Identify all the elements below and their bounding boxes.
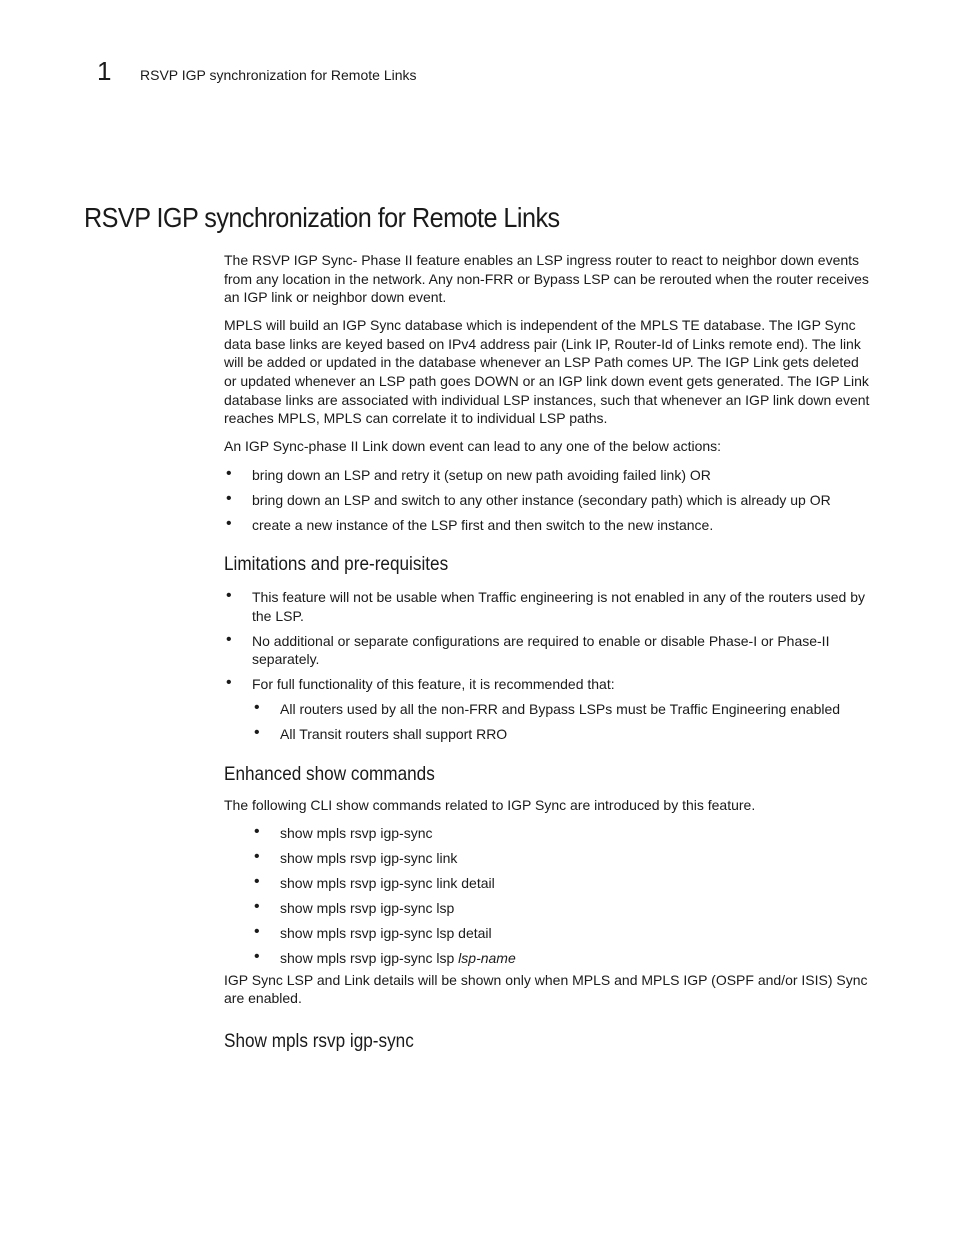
intro-paragraph-2: MPLS will build an IGP Sync database which is independent of the MPLS TE database. The IGP Sync data base links are keyed based on IPv4 address pair (Link IP, Router-Id of Links remote end). The link will be added or updated in the database whenever an LSP Path comes UP. The IGP Link gets deleted or updated whenever an LSP path goes DOWN or an IGP link down event gets generated. The IGP Link database links are associated with individual LSP instances, such that whenever an IGP link down event reaches MPLS, MPLS can correlate it to individual LSP paths. — [224, 317, 870, 427]
enhanced-heading: Enhanced show commands — [224, 763, 435, 785]
intro-paragraph-1: The RSVP IGP Sync- Phase II feature enables an LSP ingress router to react to neighbor down events from any location in the network. Any non-FRR or Bypass LSP can be rerouted when the router receives an IGP link or neighbor down event. — [224, 252, 869, 306]
list-item: • show mpls rsvp igp-sync — [224, 824, 874, 843]
enhanced-note: IGP Sync LSP and Link details will be shown only when MPLS and MPLS IGP (OSPF and/or ISIS) Sync are enabled. — [224, 971, 868, 1007]
limitations-list — [224, 588, 874, 694]
actions-list — [224, 466, 874, 535]
list-item: • No additional or separate configurations are required to enable or disable Phase-I or Phase-II separately. — [224, 632, 874, 669]
limitations-heading: Limitations and pre-requisites — [224, 553, 449, 576]
intro-paragraph-3: An IGP Sync-phase II Link down event can lead to any one of the below actions: — [224, 438, 722, 455]
running-title: RSVP IGP synchronization for Remote Links — [140, 67, 417, 83]
limitations-sublist — [224, 700, 874, 744]
list-item: • create a new instance of the LSP first and then switch to the new instance. — [224, 516, 874, 535]
command-prefix: show mpls rsvp igp-sync lsp — [280, 949, 459, 966]
list-item: • show mpls rsvp igp-sync link detail — [224, 874, 874, 893]
list-item: • bring down an LSP and switch to any other instance (secondary path) which is already up OR — [224, 491, 874, 510]
list-item: • show mpls rsvp igp-sync link — [224, 849, 874, 868]
list-item: • This feature will not be usable when Traffic engineering is not enabled in any of the routers used by the LSP. — [224, 588, 874, 625]
page-title: RSVP IGP synchronization for Remote Links — [84, 202, 560, 233]
list-item: • For full functionality of this feature, it is recommended that: — [224, 675, 874, 694]
list-item: • All routers used by all the non-FRR and Bypass LSPs must be Traffic Engineering enabled — [224, 700, 874, 719]
main-content — [224, 251, 874, 1053]
list-item: • show mpls rsvp igp-sync lsp — [224, 899, 874, 918]
list-item — [224, 949, 874, 968]
list-item: • bring down an LSP and retry it (setup on new path avoiding failed link) OR — [224, 466, 874, 485]
list-item: • All Transit routers shall support RRO — [224, 725, 874, 744]
list-item: • show mpls rsvp igp-sync lsp detail — [224, 924, 874, 943]
enhanced-intro: The following CLI show commands related to IGP Sync are introduced by this feature. — [224, 797, 756, 813]
show-igp-sync-heading: Show mpls rsvp igp-sync — [224, 1030, 414, 1053]
commands-list — [224, 824, 874, 968]
command-argument: lsp-name — [458, 949, 516, 966]
chapter-number: 1 — [97, 56, 112, 86]
